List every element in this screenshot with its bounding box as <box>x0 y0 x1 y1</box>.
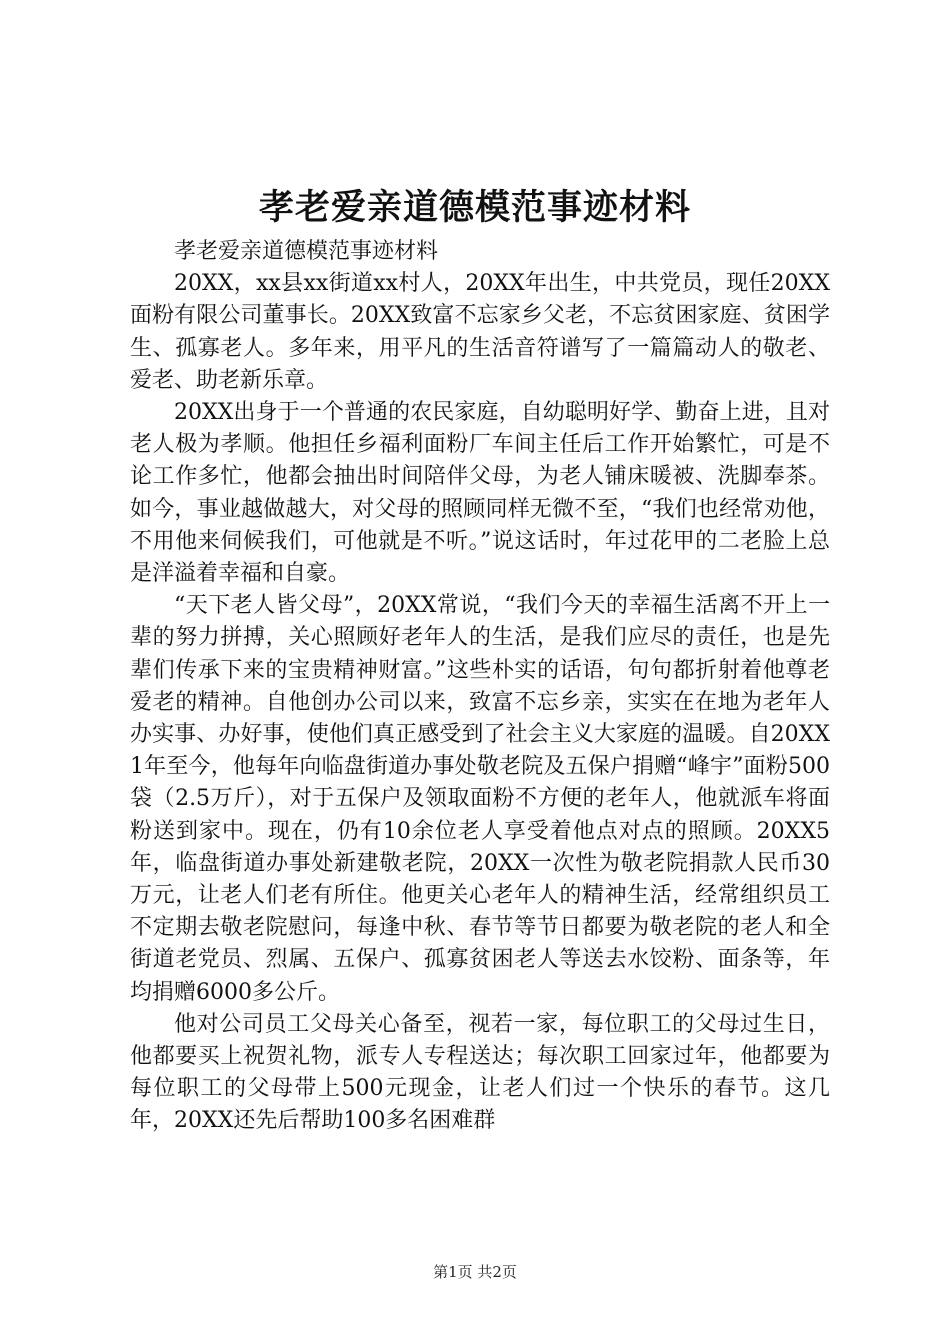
document-title: 孝老爱亲道德模范事迹材料 <box>258 187 691 228</box>
page-footer: 第1页 共2页 <box>433 1263 517 1281</box>
paragraph-employees: 他对公司员工父母关心备至，视若一家，每位职工的父母过生日，他都要买上祝贺礼物，派专人专程送达；每次职工回家过年，他都要为每位职工的父母带上500元现金，让老人们过一个快乐的春节。这几年，20XX还先后帮助100多名困难群 <box>130 1011 830 1134</box>
paragraph-background: 20XX出身于一个普通的农民家庭，自幼聪明好学、勤奋上进，且对老人极为孝顺。他担任乡福利面粉厂车间主任后工作开始繁忙，可是不论工作多忙，他都会抽出时间陪伴父母，为老人铺床暖被、洗脚奉茶。如今，事业越做越大，对父母的照顾同样无微不至，“我们也经常劝他，不用他来伺候我们，可他就是不听。”说这话时，年过花甲的二老脸上总是洋溢着幸福和自豪。 <box>130 400 830 587</box>
paragraph-subtitle: 孝老爱亲道德模范事迹材料 <box>174 239 439 264</box>
paragraph-charity: “天下老人皆父母”，20XX常说，“我们今天的幸福生活离不开上一辈的努力拼搏，关心照顾好老年人的生活，是我们应尽的责任，也是先辈们传承下来的宝贵精神财富。”这些朴实的话语，句句都折射着他尊老爱老的精神。自他创办公司以来，致富不忘乡亲，实实在在地为老年人办实事、办好事，使他们真正感受到了社会主义大家庭的温暖。自20XX1年至今，他每年向临盘街道办事处敬老院及五保户捐赠“峰宇”面粉500袋（2.5万斤），对于五保户及领取面粉不方便的老年人，他就派车将面粉送到家中。现在，仍有10余位老人享受着他点对点的照顾。20XX5年，临盘街道办事处新建敬老院，20XX一次性为敬老院捐款人民币30万元，让老人们老有所住。他更关心老年人的精神生活，经常组织员工不定期去敬老院慰问，每逢中秋、春节等节日都要为敬老院的老人和全街道老党员、烈属、五保户、孤寡贫困老人等送去水饺粉、面条等，年均捐赠6000多公斤。 <box>130 593 830 1005</box>
paragraph-intro: 20XX，xx县xx街道xx村人，20XX年出生，中共党员，现任20XX面粉有限公司董事长。20XX致富不忘家乡父老，不忘贫困家庭、贫困学生、孤寡老人。多年来，用平凡的生活音符谱写了一篇篇动人的敬老、爱老、助老新乐章。 <box>130 271 830 393</box>
document-body <box>130 236 830 1138</box>
